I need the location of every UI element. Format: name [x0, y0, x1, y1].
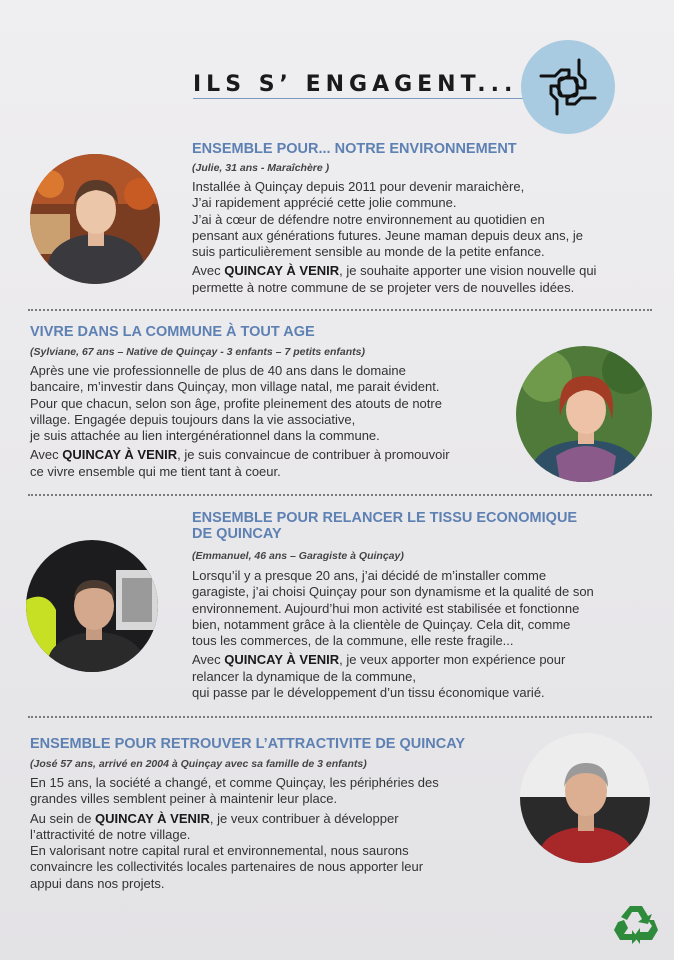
brand-name: QUINCAY À VENIR: [62, 447, 178, 463]
section-body: Après une vie professionnelle de plus de 40 ans dans le domaine bancaire, m’investir dans Quinçay, mon village natal, me parait évident. Pour que chacun, selon son âge, profite pleinement des atouts de notre village. Engagée depuis toujours dans la vie associative, je suis attachée au lien intergénérationnel dans la commune. Avec QUINCAY À VENIR, je suis convaincue de contribuer à promouvoir ce vivre ensemble qui me tient tant à coeur.: [30, 363, 450, 479]
portrait-jose: [520, 733, 650, 863]
section-body: Lorsqu’il y a presque 20 ans, j’ai décidé de m’installer comme garagiste, j’ai choisi Quinçay pour son dynamisme et la qualité de son environnement. Aujourd’hui mon activité est stabilisée et fonctionne bien, notamment grâce à la clientèle de Quinçay. Cela dit, comme tous les commerces, de la commune, elle reste fragile... Avec QUINCAY À VENIR, je veux apporter mon expérience pour relancer la dynamique de la commune, qui passe par le développement d’un tissu économique varié.: [192, 568, 594, 701]
section-heading-economy: ENSEMBLE POUR RELANCER LE TISSU ECONOMIQUE DE QUINCAY: [192, 510, 578, 542]
section-heading-community: VIVRE DANS LA COMMUNE À TOUT AGE: [30, 324, 315, 340]
recycle-icon: [612, 902, 660, 946]
portrait-emmanuel: [26, 540, 158, 672]
portrait-julie: [30, 154, 160, 284]
section-body: Installée à Quinçay depuis 2011 pour devenir maraichère, J’ai rapidement apprécié cette jolie commune. J’ai à cœur de défendre notre environnement au quotidien en pensant aux générations futures. Jeune maman depuis deux ans, je suis particulièrement sensible au monde de la petite enfance. Avec QUINCAY À VENIR, je souhaite apporter une vision nouvelle qui permette à notre commune de se projeter vers de nouvelles idées.: [192, 179, 597, 295]
brand-name: QUINCAY À VENIR: [224, 263, 340, 279]
section-heading-attractiveness: ENSEMBLE POUR RETROUVER L’ATTRACTIVITE DE QUINCAY: [30, 736, 466, 752]
brand-name: QUINCAY À VENIR: [224, 652, 340, 668]
page-title: ILS S’ ENGAGENT...: [193, 72, 518, 97]
section-divider: [28, 309, 652, 311]
joined-hands-icon: [521, 40, 615, 134]
portrait-sylviane: [516, 346, 652, 482]
title-underline: [193, 98, 523, 99]
section-body: En 15 ans, la société a changé, et comme Quinçay, les périphéries des grandes villes semblent peiner à maintenir leur place. Au sein de QUINCAY À VENIR, je veux contribuer à développer l’attractivité de notre village. En valorisant notre capital rural et environnemental, nous saurons convaincre les collectivités locales partenaires de nous apporter leur appui dans nos projets.: [30, 775, 439, 891]
section-heading-environment: ENSEMBLE POUR... NOTRE ENVIRONNEMENT: [192, 141, 517, 157]
section-divider: [28, 494, 652, 496]
section-subtitle: (José 57 ans, arrivé en 2004 à Quinçay avec sa famille de 3 enfants): [30, 758, 367, 770]
section-subtitle: (Emmanuel, 46 ans – Garagiste à Quinçay): [192, 550, 404, 562]
section-divider: [28, 716, 652, 718]
section-subtitle: (Sylviane, 67 ans – Native de Quinçay - 3 enfants – 7 petits enfants): [30, 346, 365, 358]
section-subtitle: (Julie, 31 ans - Maraîchère ): [192, 162, 330, 174]
brand-name: QUINCAY À VENIR: [95, 810, 210, 826]
